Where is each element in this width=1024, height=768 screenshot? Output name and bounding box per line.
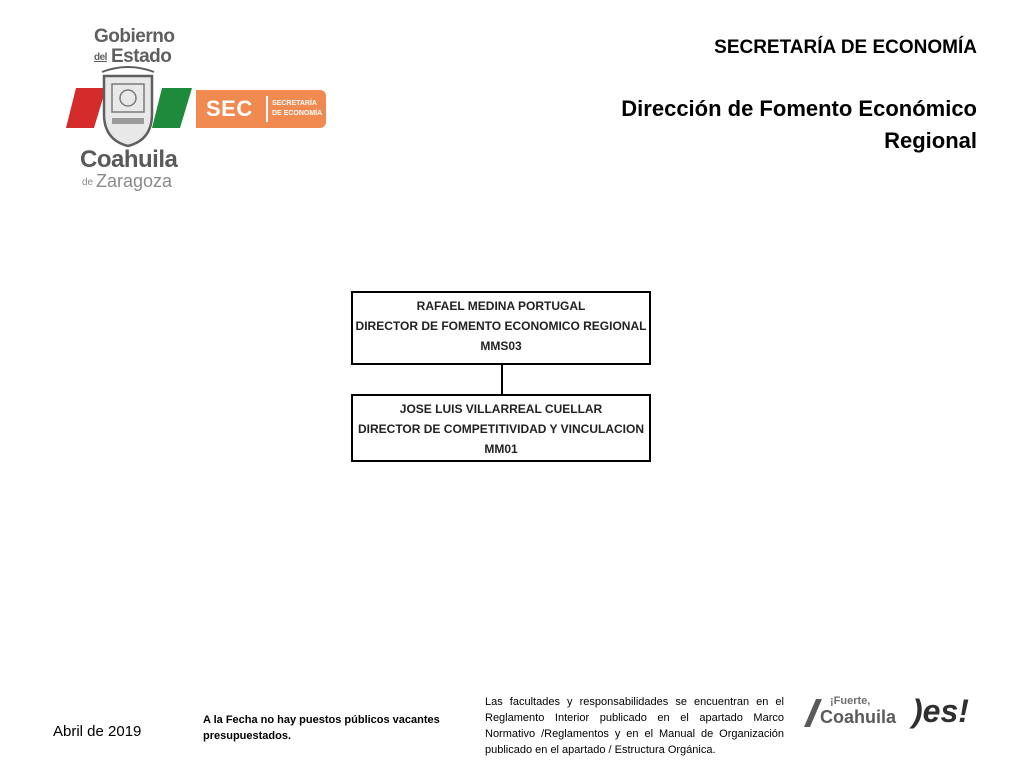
slogan-coahuila: Coahuila bbox=[820, 707, 897, 727]
footer-facultades-note: Las facultades y responsabilidades se encuentran en el Reglamento Interior publicado en el apartado Marco Normativo /Reglamentos y en el Manual de Organización publicado en el apartado / Estructura Orgánica. bbox=[485, 696, 784, 756]
sec-subtitle-1: SECRETARÍA bbox=[272, 100, 317, 107]
header-direccion-line1: Dirección de Fomento Económico bbox=[621, 96, 977, 121]
slogan-es: )es! bbox=[912, 693, 969, 729]
sec-badge bbox=[196, 90, 326, 128]
org-box-name: JOSE LUIS VILLARREAL CUELLAR bbox=[399, 402, 603, 416]
sec-divider bbox=[266, 96, 268, 122]
sec-subtitle-2: DE ECONOMÍA bbox=[272, 110, 323, 117]
gobierno-coahuila-logo bbox=[66, 22, 336, 194]
org-box-code: MMS03 bbox=[480, 339, 522, 353]
footer-vacantes-note: A la Fecha no hay puestos públicos vacantes presupuestados. bbox=[203, 714, 440, 742]
org-box-name: RAFAEL MEDINA PORTUGAL bbox=[416, 299, 586, 313]
org-box-title: DIRECTOR DE COMPETITIVIDAD Y VINCULACION bbox=[357, 422, 645, 436]
logo-text-zaragoza: Zaragoza bbox=[96, 171, 173, 191]
header-direccion-line2: Regional bbox=[884, 128, 977, 153]
org-box-director-competitividad bbox=[351, 394, 651, 462]
sec-abbreviation: SEC bbox=[206, 96, 253, 121]
logo-text-estado: Estado bbox=[111, 46, 172, 67]
logo-text-coahuila: Coahuila bbox=[80, 146, 178, 173]
org-connector-line bbox=[501, 365, 503, 394]
header-direccion bbox=[621, 93, 977, 157]
org-box-director-fomento bbox=[351, 291, 651, 365]
coat-of-arms-icon bbox=[66, 66, 206, 148]
footer-date: Abril de 2019 bbox=[53, 723, 142, 740]
header-secretaria: SECRETARÍA DE ECONOMÍA bbox=[714, 37, 977, 58]
fuerte-coahuila-logo bbox=[804, 693, 982, 739]
slogan-fuerte: ¡Fuerte, bbox=[830, 695, 871, 707]
logo-text-de: de bbox=[82, 177, 94, 188]
org-box-title: DIRECTOR DE FOMENTO ECONOMICO REGIONAL bbox=[355, 319, 647, 333]
logo-text-gobierno: Gobierno bbox=[94, 26, 175, 47]
org-box-code: MM01 bbox=[484, 442, 518, 456]
logo-text-del: del bbox=[94, 52, 107, 63]
